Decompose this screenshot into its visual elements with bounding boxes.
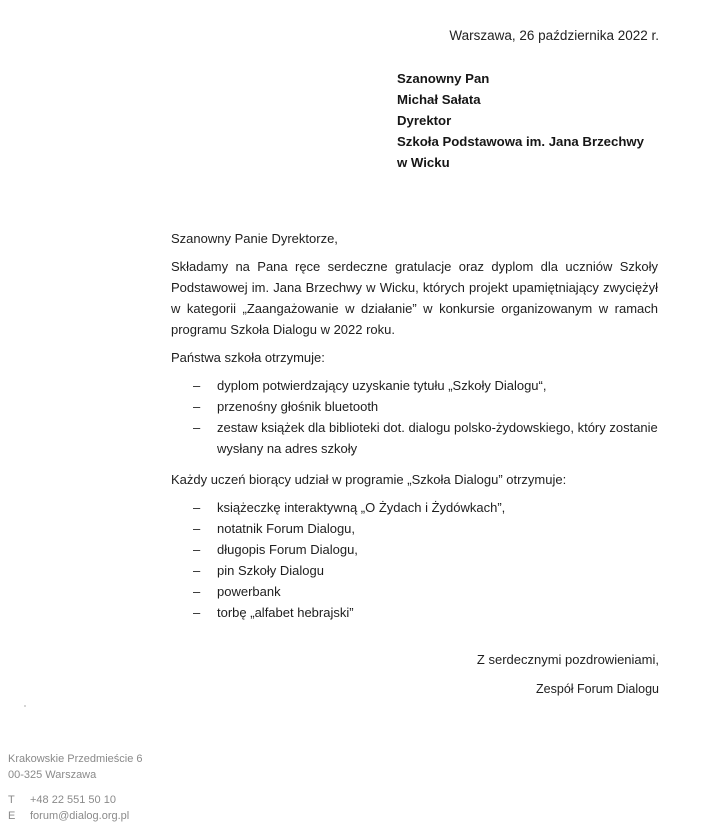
list-item: – pin Szkoły Dialogu bbox=[171, 560, 658, 581]
dash-bullet: – bbox=[193, 521, 201, 536]
school-awards-intro: Państwa szkoła otrzymuje: bbox=[171, 350, 325, 365]
list-item: – długopis Forum Dialogu, bbox=[171, 539, 658, 560]
footer-phone bbox=[8, 793, 143, 809]
dash-bullet: – bbox=[193, 584, 201, 599]
congratulations-paragraph: Składamy na Pana ręce serdeczne gratulacje oraz dyplom dla uczniów Szkoły Podstawowej im. Jana Brzechwy w Wicku, których projekt upamiętniający zwyciężył w kategorii „Zaangażowanie w działanie” w konkursie organizowanym w ramach programu Szkoła Dialogu w 2022 roku. bbox=[171, 259, 658, 337]
list-item: – powerbank bbox=[171, 581, 658, 602]
recipient-block bbox=[397, 68, 644, 173]
student-awards-intro: Każdy uczeń biorący udział w programie „Szkoła Dialogu” otrzymuje: bbox=[171, 472, 567, 487]
footer-address-line: Krakowskie Przedmieście 6 bbox=[8, 753, 143, 765]
recipient-line: Dyrektor bbox=[397, 113, 452, 128]
list-item: – książeczkę interaktywną „O Żydach i Żydówkach”, bbox=[171, 497, 658, 518]
list-item: – notatnik Forum Dialogu, bbox=[171, 518, 658, 539]
closing-line: Z serdecznymi pozdrowieniami, bbox=[476, 652, 659, 667]
letter-date: Warszawa, 26 października 2022 r. bbox=[449, 28, 659, 43]
phone-label: T bbox=[8, 794, 15, 806]
dash-bullet: – bbox=[193, 605, 201, 620]
signature: Zespół Forum Dialogu bbox=[536, 682, 659, 696]
recipient-line: Michał Sałata bbox=[397, 92, 481, 107]
email-address[interactable]: forum@dialog.org.pl bbox=[30, 809, 130, 822]
dash-bullet: – bbox=[193, 399, 201, 414]
dash-bullet: – bbox=[193, 563, 201, 578]
list-item: – torbę „alfabet hebrajski” bbox=[171, 602, 658, 623]
list-item: – przenośny głośnik bluetooth bbox=[171, 396, 658, 417]
salutation: Szanowny Panie Dyrektorze, bbox=[171, 231, 338, 246]
list-item: – dyplom potwierdzający uzyskanie tytułu „Szkoły Dialogu“, bbox=[171, 375, 658, 396]
school-awards-list bbox=[171, 375, 658, 459]
email-label: E bbox=[8, 809, 16, 822]
letter-body bbox=[171, 228, 658, 633]
dash-bullet: – bbox=[193, 500, 201, 515]
scan-speck bbox=[24, 705, 26, 707]
footer-email bbox=[8, 809, 143, 825]
dash-bullet: – bbox=[193, 542, 201, 557]
footer-address-line: 00-325 Warszawa bbox=[8, 768, 97, 781]
list-item: – zestaw książek dla biblioteki dot. dialogu polsko-żydowskiego, który zostanie wysłany na adres szkoły bbox=[171, 417, 658, 459]
dash-bullet: – bbox=[193, 420, 201, 435]
recipient-line: Szanowny Pan bbox=[397, 71, 490, 86]
recipient-line: w Wicku bbox=[397, 155, 450, 170]
dash-bullet: – bbox=[193, 378, 201, 393]
phone-number: +48 22 551 50 10 bbox=[30, 794, 116, 806]
footer-contact bbox=[8, 752, 143, 824]
recipient-line: Szkoła Podstawowa im. Jana Brzechwy bbox=[397, 134, 644, 149]
student-awards-list bbox=[171, 497, 658, 623]
